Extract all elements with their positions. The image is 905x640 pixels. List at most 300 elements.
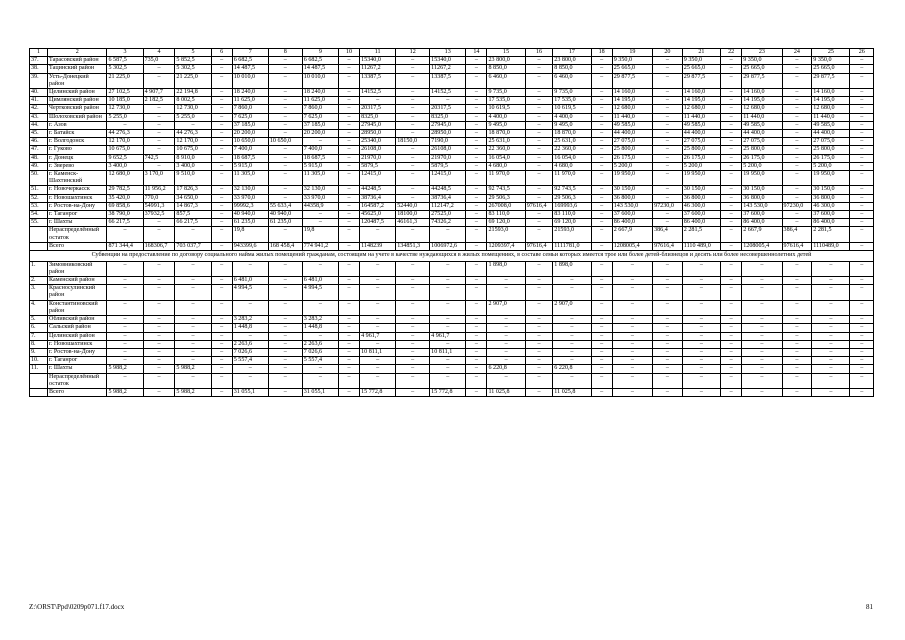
value-cell: 1110 489,0 bbox=[682, 242, 720, 250]
value-cell: 12 730,0 bbox=[175, 105, 211, 113]
value-cell: 15340,0 bbox=[360, 57, 396, 65]
value-cell: 5879,5 bbox=[430, 162, 466, 170]
value-cell: – bbox=[612, 388, 652, 396]
value-cell: – bbox=[466, 324, 487, 332]
value-cell: 1 448,8 bbox=[232, 324, 268, 332]
value-cell: – bbox=[396, 348, 430, 356]
value-cell: – bbox=[682, 316, 720, 324]
value-cell: 1111781,0 bbox=[553, 242, 591, 250]
value-cell: – bbox=[268, 285, 302, 300]
value-cell: – bbox=[143, 285, 175, 300]
value-cell: 26108,0 bbox=[360, 146, 396, 154]
value-cell: – bbox=[553, 285, 591, 300]
value-cell: – bbox=[812, 340, 850, 348]
value-cell: – bbox=[525, 186, 553, 194]
value-cell: 1 448,8 bbox=[302, 324, 338, 332]
value-cell: – bbox=[782, 357, 812, 365]
value-cell: – bbox=[396, 285, 430, 300]
value-cell: – bbox=[107, 357, 143, 365]
value-cell: – bbox=[396, 277, 430, 285]
value-cell: – bbox=[850, 300, 874, 315]
value-cell: – bbox=[742, 261, 782, 276]
value-cell: – bbox=[211, 388, 232, 396]
value-cell: 34 650,0 bbox=[175, 194, 211, 202]
value-cell: – bbox=[721, 357, 742, 365]
value-cell: – bbox=[360, 227, 396, 242]
value-cell: – bbox=[721, 162, 742, 170]
value-cell: 69 120,0 bbox=[553, 219, 591, 227]
value-cell: 61 235,0 bbox=[232, 219, 268, 227]
value-cell: – bbox=[612, 261, 652, 276]
value-cell: – bbox=[782, 340, 812, 348]
value-cell: – bbox=[175, 121, 211, 129]
value-cell: 17 535,0 bbox=[487, 97, 525, 105]
value-cell: – bbox=[338, 113, 359, 121]
value-cell: – bbox=[653, 154, 683, 162]
value-cell: – bbox=[396, 171, 430, 186]
value-cell: – bbox=[782, 194, 812, 202]
value-cell: 37 185,0 bbox=[302, 121, 338, 129]
value-cell: – bbox=[211, 348, 232, 356]
value-cell: 735,0 bbox=[143, 57, 175, 65]
value-cell: 86 400,0 bbox=[612, 219, 652, 227]
value-cell: – bbox=[338, 105, 359, 113]
value-cell: – bbox=[721, 89, 742, 97]
value-cell: 4 680,0 bbox=[487, 162, 525, 170]
value-cell: – bbox=[396, 340, 430, 348]
value-cell: 23 800,0 bbox=[487, 57, 525, 65]
table-row bbox=[30, 300, 874, 315]
value-cell: 25 631,0 bbox=[487, 138, 525, 146]
value-cell: 1006972,6 bbox=[430, 242, 466, 250]
value-cell: 26 175,0 bbox=[612, 154, 652, 162]
value-cell: – bbox=[591, 388, 612, 396]
value-cell: – bbox=[653, 146, 683, 154]
value-cell: – bbox=[812, 261, 850, 276]
value-cell: – bbox=[396, 300, 430, 315]
row-number-cell: 52. bbox=[30, 194, 48, 202]
value-cell: – bbox=[338, 194, 359, 202]
value-cell: – bbox=[466, 105, 487, 113]
value-cell: 5 988,2 bbox=[175, 388, 211, 396]
value-cell: 1148239 bbox=[360, 242, 396, 250]
territory-name-cell: г. Таганрог bbox=[48, 357, 107, 365]
value-cell: – bbox=[211, 121, 232, 129]
column-number-cell: 11 bbox=[360, 49, 396, 57]
value-cell: 6 460,0 bbox=[487, 73, 525, 88]
value-cell: – bbox=[268, 113, 302, 121]
value-cell: 5 915,0 bbox=[302, 162, 338, 170]
value-cell: 25 800,0 bbox=[742, 146, 782, 154]
value-cell: – bbox=[782, 130, 812, 138]
value-cell: – bbox=[850, 146, 874, 154]
value-cell: 1 898,0 bbox=[553, 261, 591, 276]
value-cell: – bbox=[653, 138, 683, 146]
value-cell: – bbox=[302, 300, 338, 315]
value-cell: – bbox=[782, 73, 812, 88]
value-cell: – bbox=[850, 340, 874, 348]
value-cell: – bbox=[591, 332, 612, 340]
value-cell: 7 625,0 bbox=[302, 113, 338, 121]
value-cell: 31 055,1 bbox=[232, 388, 268, 396]
value-cell: – bbox=[396, 65, 430, 73]
value-cell: – bbox=[175, 332, 211, 340]
value-cell: – bbox=[653, 300, 683, 315]
footer-file-path: Z:\ORST\Ppd\0209p071.f17.docx bbox=[29, 603, 125, 611]
value-cell: – bbox=[653, 261, 683, 276]
table-row bbox=[30, 105, 874, 113]
value-cell: 38736,4 bbox=[430, 194, 466, 202]
value-cell: 14 487,5 bbox=[232, 65, 268, 73]
value-cell: 11 625,0 bbox=[232, 97, 268, 105]
table-row bbox=[30, 365, 874, 373]
value-cell: – bbox=[782, 373, 812, 388]
value-cell: – bbox=[591, 202, 612, 210]
value-cell: – bbox=[211, 365, 232, 373]
value-cell: – bbox=[107, 300, 143, 315]
value-cell: – bbox=[653, 277, 683, 285]
value-cell: – bbox=[302, 138, 338, 146]
value-cell: – bbox=[653, 121, 683, 129]
column-number-cell: 14 bbox=[466, 49, 487, 57]
column-number-cell: 23 bbox=[742, 49, 782, 57]
value-cell: – bbox=[742, 373, 782, 388]
value-cell: – bbox=[143, 357, 175, 365]
column-number-cell: 8 bbox=[268, 49, 302, 57]
value-cell: – bbox=[211, 105, 232, 113]
value-cell: – bbox=[175, 316, 211, 324]
value-cell: 97616,4 bbox=[782, 242, 812, 250]
value-cell: 11 956,2 bbox=[143, 186, 175, 194]
value-cell: – bbox=[396, 186, 430, 194]
value-cell: – bbox=[812, 324, 850, 332]
value-cell: 29 782,5 bbox=[107, 186, 143, 194]
territory-name-cell: Константиновский район bbox=[48, 300, 107, 315]
value-cell: 10 811,1 bbox=[430, 348, 466, 356]
value-cell: 5 255,0 bbox=[107, 113, 143, 121]
value-cell: – bbox=[721, 332, 742, 340]
value-cell: 857,5 bbox=[175, 211, 211, 219]
value-cell: – bbox=[466, 171, 487, 186]
value-cell: – bbox=[653, 162, 683, 170]
value-cell: – bbox=[591, 211, 612, 219]
value-cell: 25 665,0 bbox=[812, 65, 850, 73]
value-cell: – bbox=[396, 316, 430, 324]
value-cell: 26 175,0 bbox=[812, 154, 850, 162]
value-cell: – bbox=[211, 146, 232, 154]
value-cell: – bbox=[721, 194, 742, 202]
value-cell: 16 054,0 bbox=[487, 154, 525, 162]
value-cell: – bbox=[721, 202, 742, 210]
value-cell: – bbox=[682, 348, 720, 356]
value-cell: 44248,5 bbox=[360, 186, 396, 194]
value-cell: 97616,4 bbox=[525, 202, 553, 210]
value-cell: – bbox=[525, 65, 553, 73]
value-cell: – bbox=[396, 365, 430, 373]
value-cell: – bbox=[466, 113, 487, 121]
value-cell: – bbox=[682, 285, 720, 300]
value-cell: – bbox=[338, 202, 359, 210]
value-cell: – bbox=[211, 186, 232, 194]
value-cell: 12415,0 bbox=[430, 171, 466, 186]
value-cell: – bbox=[653, 97, 683, 105]
value-cell: – bbox=[338, 186, 359, 194]
value-cell: – bbox=[143, 73, 175, 88]
value-cell: – bbox=[850, 202, 874, 210]
value-cell: – bbox=[466, 202, 487, 210]
column-number-cell: 7 bbox=[232, 49, 268, 57]
column-number-cell: 16 bbox=[525, 49, 553, 57]
row-number-cell: 43. bbox=[30, 113, 48, 121]
value-cell: – bbox=[466, 277, 487, 285]
value-cell: 27 102,5 bbox=[107, 89, 143, 97]
value-cell: – bbox=[268, 186, 302, 194]
value-cell: – bbox=[466, 186, 487, 194]
value-cell: – bbox=[360, 285, 396, 300]
table-row bbox=[30, 146, 874, 154]
value-cell: – bbox=[653, 348, 683, 356]
value-cell: 44358,9 bbox=[302, 202, 338, 210]
value-cell: 30 150,0 bbox=[812, 186, 850, 194]
value-cell: – bbox=[653, 57, 683, 65]
value-cell: 703 037,7 bbox=[175, 242, 211, 250]
value-cell: – bbox=[782, 162, 812, 170]
value-cell: – bbox=[591, 300, 612, 315]
territory-name-cell: Цимлянский район bbox=[48, 97, 107, 105]
value-cell: – bbox=[612, 300, 652, 315]
territory-name-cell: г. Ростов-на-Дону bbox=[48, 348, 107, 356]
value-cell: 32 130,0 bbox=[232, 186, 268, 194]
territory-name-cell: г. Новочеркасск bbox=[48, 186, 107, 194]
value-cell: – bbox=[338, 388, 359, 396]
value-cell: – bbox=[396, 130, 430, 138]
value-cell: – bbox=[525, 89, 553, 97]
value-cell: 15 772,8 bbox=[430, 388, 466, 396]
value-cell: – bbox=[525, 73, 553, 88]
territory-name-cell: Сальский район bbox=[48, 324, 107, 332]
value-cell: – bbox=[850, 186, 874, 194]
column-number-cell: 10 bbox=[338, 49, 359, 57]
value-cell: – bbox=[466, 121, 487, 129]
value-cell: – bbox=[143, 219, 175, 227]
table-row bbox=[30, 242, 874, 250]
value-cell: – bbox=[268, 105, 302, 113]
value-cell: – bbox=[396, 121, 430, 129]
value-cell: – bbox=[268, 194, 302, 202]
row-number-cell: 3. bbox=[30, 285, 48, 300]
value-cell: – bbox=[360, 373, 396, 388]
value-cell: – bbox=[143, 332, 175, 340]
value-cell: 134851,3 bbox=[396, 242, 430, 250]
territory-name-cell: Шолоховский район bbox=[48, 113, 107, 121]
value-cell: – bbox=[211, 171, 232, 186]
value-cell: 40 940,0 bbox=[232, 211, 268, 219]
value-cell: – bbox=[430, 365, 466, 373]
value-cell: – bbox=[487, 373, 525, 388]
value-cell: 19 950,0 bbox=[682, 171, 720, 186]
value-cell: – bbox=[682, 373, 720, 388]
value-cell: – bbox=[612, 285, 652, 300]
value-cell: – bbox=[812, 357, 850, 365]
value-cell: 4 994,5 bbox=[232, 285, 268, 300]
value-cell: – bbox=[850, 348, 874, 356]
value-cell: – bbox=[525, 277, 553, 285]
value-cell: – bbox=[742, 340, 782, 348]
value-cell: – bbox=[268, 121, 302, 129]
value-cell: – bbox=[721, 242, 742, 250]
value-cell: – bbox=[211, 300, 232, 315]
value-cell: – bbox=[850, 373, 874, 388]
value-cell: – bbox=[850, 219, 874, 227]
territory-name-cell: Обливский район bbox=[48, 316, 107, 324]
value-cell: – bbox=[268, 332, 302, 340]
value-cell: – bbox=[487, 357, 525, 365]
value-cell: – bbox=[143, 65, 175, 73]
value-cell: 5 915,0 bbox=[232, 162, 268, 170]
value-cell: – bbox=[466, 242, 487, 250]
value-cell: 9 652,5 bbox=[107, 154, 143, 162]
value-cell: 92 743,5 bbox=[553, 186, 591, 194]
value-cell: 7 860,0 bbox=[302, 105, 338, 113]
value-cell: 18 240,0 bbox=[232, 89, 268, 97]
value-cell: – bbox=[525, 57, 553, 65]
value-cell: – bbox=[268, 146, 302, 154]
value-cell: – bbox=[612, 348, 652, 356]
column-number-cell: 6 bbox=[211, 49, 232, 57]
value-cell: – bbox=[143, 277, 175, 285]
value-cell: – bbox=[782, 324, 812, 332]
row-number-cell: 8. bbox=[30, 340, 48, 348]
value-cell: – bbox=[107, 261, 143, 276]
value-cell: – bbox=[525, 365, 553, 373]
territory-name-cell: г. Шахты bbox=[48, 219, 107, 227]
value-cell: – bbox=[211, 227, 232, 242]
value-cell: – bbox=[591, 357, 612, 365]
value-cell: – bbox=[466, 219, 487, 227]
value-cell: – bbox=[268, 324, 302, 332]
value-cell: 18 687,5 bbox=[302, 154, 338, 162]
value-cell: – bbox=[466, 138, 487, 146]
value-cell: – bbox=[653, 388, 683, 396]
value-cell: 25 665,0 bbox=[742, 65, 782, 73]
value-cell: – bbox=[525, 261, 553, 276]
value-cell: 37932,5 bbox=[143, 211, 175, 219]
value-cell: – bbox=[430, 357, 466, 365]
value-cell: 6 682,5 bbox=[302, 57, 338, 65]
value-cell: 37 600,0 bbox=[812, 211, 850, 219]
value-cell: 169993,6 bbox=[553, 202, 591, 210]
value-cell: 6 220,8 bbox=[487, 365, 525, 373]
value-cell: – bbox=[525, 300, 553, 315]
territory-name-cell: г. Новошахтинск bbox=[48, 340, 107, 348]
value-cell: – bbox=[525, 348, 553, 356]
value-cell: 1209397,4 bbox=[487, 242, 525, 250]
value-cell: – bbox=[338, 219, 359, 227]
value-cell: – bbox=[591, 285, 612, 300]
value-cell: – bbox=[850, 154, 874, 162]
row-number-cell bbox=[30, 373, 48, 388]
value-cell: 97616,4 bbox=[525, 242, 553, 250]
column-number-cell: 1 bbox=[30, 49, 48, 57]
value-cell: 38736,4 bbox=[360, 194, 396, 202]
value-cell: 267008,0 bbox=[487, 202, 525, 210]
value-cell: 21 225,0 bbox=[107, 73, 143, 88]
value-cell: – bbox=[268, 65, 302, 73]
value-cell: 38 790,0 bbox=[107, 211, 143, 219]
value-cell: – bbox=[850, 105, 874, 113]
value-cell: – bbox=[525, 138, 553, 146]
value-cell: – bbox=[653, 171, 683, 186]
row-number-cell: 49. bbox=[30, 162, 48, 170]
value-cell: – bbox=[143, 162, 175, 170]
value-cell: 28950,0 bbox=[360, 130, 396, 138]
value-cell: 9 735,0 bbox=[553, 89, 591, 97]
value-cell: – bbox=[338, 154, 359, 162]
value-cell: – bbox=[682, 261, 720, 276]
value-cell: 14 195,0 bbox=[742, 97, 782, 105]
value-cell: 2 182,5 bbox=[143, 97, 175, 105]
value-cell: 97616,4 bbox=[653, 242, 683, 250]
value-cell: – bbox=[812, 316, 850, 324]
value-cell: 12 680,0 bbox=[107, 171, 143, 186]
value-cell: – bbox=[591, 138, 612, 146]
table-row bbox=[30, 130, 874, 138]
value-cell: – bbox=[232, 332, 268, 340]
value-cell: – bbox=[721, 138, 742, 146]
value-cell: – bbox=[143, 105, 175, 113]
value-cell: – bbox=[430, 97, 466, 105]
value-cell: 25 665,0 bbox=[612, 65, 652, 73]
value-cell: 21593,0 bbox=[487, 227, 525, 242]
value-cell: – bbox=[396, 97, 430, 105]
value-cell: 5 200,0 bbox=[812, 162, 850, 170]
value-cell: 1208005,4 bbox=[612, 242, 652, 250]
territory-name-cell: г. Шахты bbox=[48, 365, 107, 373]
value-cell: – bbox=[782, 121, 812, 129]
value-cell: 49 585,0 bbox=[612, 121, 652, 129]
value-cell: – bbox=[396, 146, 430, 154]
value-cell: 27 075,0 bbox=[812, 138, 850, 146]
territory-name-cell: Целинский район bbox=[48, 332, 107, 340]
value-cell: – bbox=[782, 316, 812, 324]
value-cell: 6 587,5 bbox=[107, 57, 143, 65]
value-cell: – bbox=[396, 154, 430, 162]
row-number-cell: 10. bbox=[30, 357, 48, 365]
value-cell: 8 850,0 bbox=[553, 65, 591, 73]
value-cell: 29 506,3 bbox=[553, 194, 591, 202]
value-cell: – bbox=[612, 365, 652, 373]
value-cell: 5 852,5 bbox=[175, 57, 211, 65]
value-cell: – bbox=[338, 261, 359, 276]
value-cell: 86 400,0 bbox=[682, 219, 720, 227]
value-cell: – bbox=[396, 194, 430, 202]
territory-name-cell: г. Таганрог bbox=[48, 211, 107, 219]
value-cell: – bbox=[302, 219, 338, 227]
value-cell: – bbox=[211, 242, 232, 250]
value-cell: – bbox=[338, 146, 359, 154]
value-cell: 19,8 bbox=[232, 227, 268, 242]
value-cell: 10 185,0 bbox=[107, 97, 143, 105]
value-cell: 18150,0 bbox=[396, 138, 430, 146]
value-cell: – bbox=[143, 138, 175, 146]
value-cell: 86 400,0 bbox=[742, 219, 782, 227]
value-cell: – bbox=[175, 357, 211, 365]
value-cell: – bbox=[721, 316, 742, 324]
value-cell: 18 870,0 bbox=[487, 130, 525, 138]
value-cell: – bbox=[525, 162, 553, 170]
table-row bbox=[30, 316, 874, 324]
value-cell: 5 557,4 bbox=[302, 357, 338, 365]
